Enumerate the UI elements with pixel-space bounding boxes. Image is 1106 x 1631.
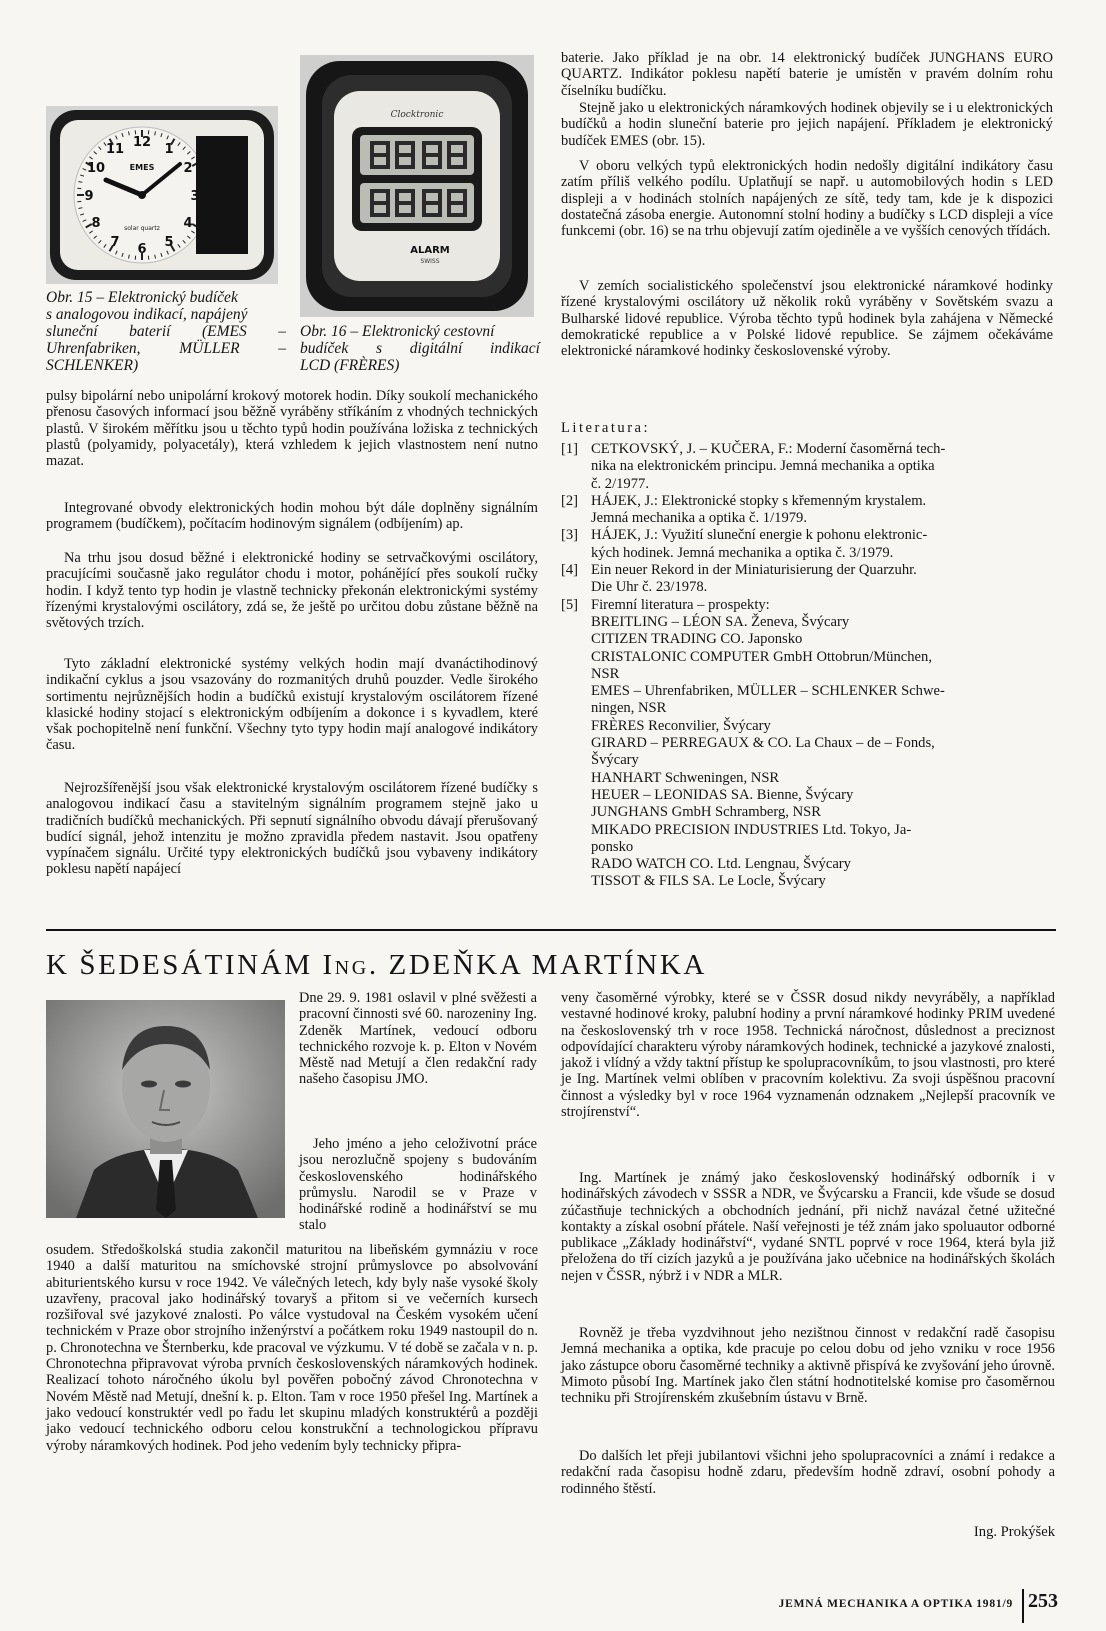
reference-item — [561, 597, 1053, 891]
reference-number: [3] — [561, 527, 579, 544]
reference-line: TISSOT & FILS SA. Le Locle, Švýcary — [591, 873, 826, 890]
reference-item — [561, 527, 1053, 562]
caption-line: Obr. 15 – Elektronický budíček — [46, 289, 238, 306]
paragraph: Integrované obvody elektronických hodin mohou být dále doplněny signálním programem (budíčkem), počítacím hodinovým signálem (odbíjením) ap. — [46, 500, 538, 533]
figure-16-caption — [300, 323, 540, 374]
dial-number-9: 9 — [84, 189, 94, 204]
paragraph: pulsy bipolární nebo unipolární krokový motorek hodin. Díky soukolí mechanického přenosu časových informací jsou běžně vyráběny stříkáním z vhodných technických plastů. V širokém měřítku jsou u těchto typů hodin používána ložiska z technických plastů (polyamidy, polyacetály), která vzhledem k jejich vlastnostem není nutno mazat. — [46, 388, 538, 470]
dial-number-5: 5 — [164, 235, 174, 250]
paragraph: Stejně jako u elektronických náramkových hodinek objevily se i u elektronických budíčků a hodin sluneční baterie pro jejich napájení. Příkladem je elektronický budíček EMES (obr. 15). — [561, 100, 1053, 149]
reference-line: EMES – Uhrenfabriken, MÜLLER – SCHLENKER Schwe- — [591, 683, 945, 700]
title-ing: Ing. — [322, 949, 379, 981]
reference-line: č. 2/1977. — [591, 475, 649, 492]
reference-line: MIKADO PRECISION INDUSTRIES Ltd. Tokyo, Ja- — [591, 821, 912, 838]
portrait-photo — [46, 1000, 285, 1218]
paragraph: Ing. Martínek je známý jako československý hodinářský odborník i v hodinářských závodech v SSSR a NDR, ve Švýcarsku a Francii, kde všude se dosud zúčastňuje technických a obchodních jednání, při nichž navázal četné užitečné kontakty a získal osobní přátele. Naší veřejnosti je též znám jako spoluautor odborné publikace „Základy hodinářství“, vydané SNTL poprvé v roce 1964, která byla již přeložena do tří cizích jazyků a je používána jako učebnice na hodinářských školách nejen v ČSSR, nýbrž i v NDR a MLR. — [561, 1170, 1055, 1284]
reference-line: HÁJEK, J.: Využití sluneční energie k pohonu elektronic- — [591, 527, 928, 544]
reference-line: CRISTALONIC COMPUTER GmbH Ottobrun/München, — [591, 648, 932, 665]
figure-15-photo — [46, 106, 278, 284]
title-part-2: ZDEŇKA MARTÍNKA — [378, 949, 707, 981]
dial-number-6: 6 — [137, 242, 147, 257]
caption-line: LCD (FRÈRES) — [300, 357, 400, 374]
dial-number-11: 11 — [105, 142, 125, 157]
reference-line: Ein neuer Rekord in der Miniaturisierung der Quarzuhr. — [591, 562, 917, 579]
page-number: 253 — [1028, 1590, 1058, 1612]
reference-line: CETKOVSKÝ, J. – KUČERA, F.: Moderní časoměrná tech- — [591, 441, 946, 457]
dial-number-2: 2 — [183, 161, 193, 176]
reference-item — [561, 493, 1053, 528]
reference-list — [561, 441, 1053, 891]
caption-line: SCHLENKER) — [46, 357, 139, 374]
reference-line: NSR — [591, 665, 620, 682]
reference-number: [5] — [561, 596, 579, 613]
paragraph: V oboru velkých typů elektronických hodin nedošly digitální indikátory času zatím příliš velkého podílu. Uplatňují se např. u automobilových hodin s LED displeji a v hodinách stolních napájených ze sítě, tedy tam, kde je k dispozici dostatečná zásoba energie. Autonomní stolní hodiny a budíčky s LCD displeji a více funkcemi (obr. 16) se na trhu objevují zatím ojediněle a ve vyšších cenových třídách. — [561, 158, 1053, 240]
paragraph: Nejrozšířenější jsou však elektronické krystalovým oscilátorem řízené budíčky s analogovou indikací času a stavitelným signálním programem stejně jako u tradičních budíčků mechanických. Při sepnutí signálního obvodu dávají přerušovaný budící signál, jehož intenzitu je možno zpravidla předem nastavit. Jsou opatřeny vypínačem signálu. Určité typy elektronických budíčků jsou vybaveny indikátory poklesu napětí napájecí — [46, 780, 538, 878]
portrait-illustration — [46, 1000, 285, 1218]
reference-line: ponsko — [591, 838, 634, 855]
device-top-label: Clocktronic — [390, 110, 444, 120]
caption-line: Uhrenfabriken, MÜLLER – — [46, 340, 286, 357]
reference-line: HEUER – LEONIDAS SA. Bienne, Švýcary — [591, 786, 854, 803]
device-sub-label: SWISS — [420, 258, 440, 265]
caption-line: budíček s digitální indikací — [300, 340, 540, 357]
section-divider — [46, 929, 1056, 931]
paragraph: osudem. Středoškolská studia zakončil maturitou na libeňském gymnáziu v roce 1940 a další maturitou na smíchovské strojní průmyslovce po absolvování abiturientského kursu v roce 1942. Ve válečných letech, kdy byly naše vysoké školy uzavřeny, pracoval jako hodinářský tovaryš a přitom si ve večerních kursech rozšiřoval své jazykové znalosti. Po válce vystudoval na Českém vysokém učení technickém v Praze obor strojního inženýrství a počátkem roku 1949 nastoupil do n. p. Chronotechna ve Šternberku, kde pracoval ve výzkumu. V té době se začala v n. p. Chronotechna připravovat výroba prvních československých náramkových hodinek. Realizací tohoto náročného úkolu byl pověřen pobočný závod Chronotechna v Novém Městě nad Metují, dnešní k. p. Elton. Tam v roce 1950 přešel Ing. Martínek a jako vedoucí konstruktér vedl po řadu let skupinu mladých konstruktérů a později jako vedoucí technického odboru celou konstrukční a technologickou přípravu výroby náramkových hodinek. Pod jeho vedením byly technicky připra- — [46, 1242, 538, 1454]
clock-sub-brand-label: solar quartz — [124, 225, 160, 232]
reference-line: RADO WATCH CO. Ltd. Lengnau, Švýcary — [591, 856, 851, 873]
dial-number-3: 3 — [190, 189, 200, 204]
title-part-1: K ŠEDESÁTINÁM — [46, 949, 323, 981]
paragraph: Dne 29. 9. 1981 oslavil v plné svěžesti a pracovní činnosti své 60. narozeniny Ing. Zdeněk Martínek, vedoucí odboru technického rozvoje k. p. Elton v Novém Městě nad Metují a člen redakční rady našeho časopisu JMO. — [299, 990, 537, 1088]
article-title — [46, 948, 1056, 982]
analog-clock-illustration — [46, 106, 278, 284]
paragraph: veny časoměrné výrobky, které se v ČSSR dosud nikdy nevyráběly, a například vestavné hodinové kroky, palubní hodiny a první náramkové hodinky PRIM uvedené na československý trh v roce 1958. Technická náročnost, důslednost a preciznost odpovídající charakteru výroby náramkových hodinek, technické a jazykové znalosti, jakož i vlídný a vždy taktní přístup ke spolupracovníkům, to jsou vlastnosti, pro které je Ing. Martínek velmi oblíben v pracovním kolektivu. Za svoji úspěšnou pracovní činnost a výsledky byl v roce 1964 vyznamenán odznakem „Nejlepší pracovník ve strojírenství“. — [561, 990, 1055, 1121]
device-alarm-label: ALARM — [410, 245, 450, 256]
paragraph: Rovněž je třeba vyzdvihnout jeho nezištnou činnost v redakční radě časopisu Jemná mechanika a optika, kde pracuje po celou dobu od jeho vzniku v roce 1956 jako zástupce oboru časoměrné techniky a aktivně přispívá ke zvyšování jeho úrovně. Mimoto působí Ing. Martínek jako člen státní hodnotitelské komise pro časoměrnou techniku při Strojírenském zkušebním ústavu v Brně. — [561, 1325, 1055, 1407]
reference-line: Jemná mechanika a optika č. 1/1979. — [591, 510, 807, 527]
dial-number-4: 4 — [183, 216, 193, 231]
caption-line: Obr. 16 – Elektronický cestovní — [300, 323, 495, 340]
reference-line: Švýcary — [591, 752, 639, 769]
footer-separator — [1022, 1589, 1024, 1623]
solar-panel — [196, 136, 248, 254]
reference-line: HANHART Schweningen, NSR — [591, 769, 780, 786]
figure-15-caption — [46, 289, 286, 374]
paragraph: V zemích socialistického společenství jsou elektronické náramkové hodinky řízené krystalovými oscilátory už několik roků vyráběny v Sovětském svazu a Bulharské lidové republice. Výroba těchto typů hodinek byla zahájena v Německé demokratické republice a v Polské lidové republice. Se zájmem očekáváme elektronické náramkové hodinky československé výroby. — [561, 278, 1053, 360]
reference-line: kých hodinek. Jemná mechanika a optika č. 3/1979. — [591, 544, 894, 561]
footer-journal: JEMNÁ MECHANIKA A OPTIKA 1981/9 — [778, 1598, 1013, 1610]
paragraph: Tyto základní elektronické systémy velkých hodin mají dvanáctihodinový indikační cyklus a jsou vsazovány do rozmanitých druhů pouzder. Vedle širokého sortimentu nejrůznějších hodin a budíčků existují krystalovým oscilátorem řízené klasické hodiny stojací s elektronickým odbíjením a dokonce i s kyvadlem, které však pochopitelně není funkční. Všechny tyto typy hodin mají analogové indikátory času. — [46, 656, 538, 754]
reference-number: [1] — [561, 441, 579, 457]
dial-number-12: 12 — [132, 135, 152, 150]
reference-number: [4] — [561, 562, 579, 579]
reference-line: Die Uhr č. 23/1978. — [591, 579, 708, 596]
dial-number-1: 1 — [164, 142, 174, 157]
reference-line: CITIZEN TRADING CO. Japonsko — [591, 631, 803, 648]
caption-line: s analogovou indikací, napájený — [46, 306, 248, 323]
reference-line: BREITLING – LÉON SA. Ženeva, Švýcary — [591, 613, 850, 630]
paragraph: Jeho jméno a jeho celoživotní práce jsou nerozlučně spojeny s budováním československého hodinářského průmyslu. Narodil se v Praze v hodinářské rodině a hodinářství se mu stalo — [299, 1136, 537, 1234]
reference-line: ningen, NSR — [591, 700, 667, 717]
dial-number-8: 8 — [91, 216, 101, 231]
reference-number: [2] — [561, 492, 579, 509]
reference-item — [561, 562, 1053, 597]
lcd-travel-clock-illustration — [300, 55, 534, 317]
article-author: Ing. Prokýšek — [973, 1524, 1055, 1540]
dial-number-7: 7 — [110, 235, 120, 250]
paragraph: Na trhu jsou dosud běžné i elektronické hodiny se setrvačkovými oscilátory, pracujícími současně jako regulátor chodu i motor, pohánějící přes soukolí ručky hodin. I když tento typ hodin je vlastně technicky překonán elektronickými systémy řízenými krystalovými oscilátory, zdá se, že ještě po určitou dobu zůstane běžně na světových trzích. — [46, 550, 538, 632]
reference-line: FRÈRES Reconvilier, Švýcary — [591, 717, 771, 734]
reference-line: HÁJEK, J.: Elektronické stopky s křemenným krystalem. — [591, 492, 927, 509]
clock-brand-label: EMES — [129, 163, 155, 172]
paragraph: Do dalších let přeji jubilantovi všichni jeho spolupracovníci a známí i redakce a redakční rada časopisu hodně zdaru, především hodně zdraví, osobní pohody a rodinného štěstí. — [561, 1448, 1055, 1497]
caption-line: sluneční baterií (EMES – — [46, 323, 286, 340]
reference-line: GIRARD – PERREGAUX & CO. La Chaux – de – Fonds, — [591, 735, 935, 752]
reference-item — [561, 441, 1053, 493]
literature-heading: Literatura: — [561, 420, 651, 436]
reference-line: Firemní literatura – prospekty: — [591, 596, 770, 613]
reference-line: nika na elektronickém principu. Jemná mechanika a optika — [591, 458, 935, 475]
reference-line: JUNGHANS GmbH Schramberg, NSR — [591, 804, 821, 821]
figure-16-photo — [300, 55, 534, 317]
dial-number-10: 10 — [86, 161, 106, 176]
paragraph: baterie. Jako příklad je na obr. 14 elektronický budíček JUNGHANS EURO QUARTZ. Indikátor poklesu napětí baterie je umístěn v pravém dolním rohu číselníku budíčku. — [561, 50, 1053, 99]
